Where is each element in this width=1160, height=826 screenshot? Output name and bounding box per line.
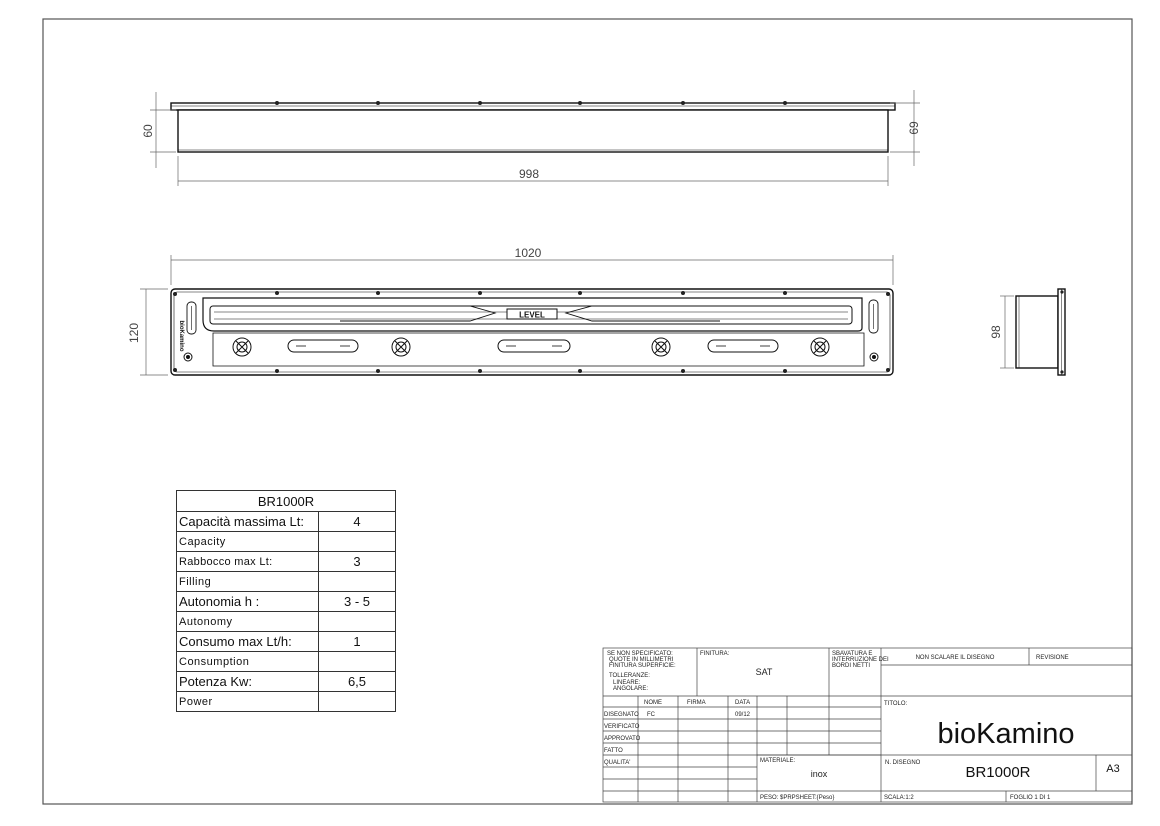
spec-label: Consumo max Lt/h:	[177, 632, 319, 652]
dim-height-right: 69	[907, 121, 921, 135]
spec-sublabel: Power	[177, 692, 319, 712]
spec-sublabel: Autonomy	[177, 612, 319, 632]
spec-sublabel: Consumption	[177, 652, 319, 672]
spec-value: 1	[319, 632, 396, 652]
col-data: DATA	[735, 700, 751, 706]
finitura-label: FINITURA:	[700, 651, 730, 657]
spec-value: 4	[319, 512, 396, 532]
sbavatura-note-0: SBAVATURA E	[832, 651, 873, 657]
n-disegno-value: BR1000R	[965, 764, 1031, 781]
row-verificato: VERIFICATO	[604, 724, 640, 730]
disegnato-data: 09/12	[735, 712, 751, 718]
spec-label: Potenza Kw:	[177, 672, 319, 692]
dim-length-1020: 1020	[514, 246, 542, 260]
company-name: bioKamino	[937, 718, 1075, 750]
col-nome: NOME	[644, 700, 662, 706]
spec-label: Autonomia h :	[177, 592, 319, 612]
materiale-label: MATERIALE:	[760, 758, 796, 764]
spec-subrow	[177, 532, 396, 552]
revisione-label: REVISIONE	[1036, 655, 1069, 661]
front-view	[171, 101, 895, 152]
spec-subrow	[177, 692, 396, 712]
spec-value: 6,5	[319, 672, 396, 692]
peso-label: PESO: $PRPSHEET:{Peso}	[760, 795, 835, 801]
brand-stamp: bioKamino	[178, 320, 184, 352]
spec-table	[176, 490, 396, 712]
tolerance-note-3: TOLLERANZE:	[609, 673, 650, 679]
plan-view	[171, 289, 893, 375]
sbavatura-note-2: BORDI NETTI	[832, 663, 871, 669]
scala-label: SCALA:1:2	[884, 795, 914, 801]
spec-subrow	[177, 572, 396, 592]
side-view	[1016, 289, 1065, 375]
spec-value: 3	[319, 552, 396, 572]
level-label: LEVEL	[519, 310, 545, 320]
row-fatto: FATTO	[604, 748, 623, 754]
dim-length-998: 998	[518, 167, 540, 181]
spec-row	[177, 632, 396, 652]
spec-row	[177, 512, 396, 532]
spec-label: Rabbocco max Lt:	[177, 552, 319, 572]
spec-subrow	[177, 612, 396, 632]
tolerance-note-2: FINITURA SUPERFICIE:	[609, 663, 676, 669]
titolo-label: TITOLO:	[884, 701, 908, 707]
formato-value: A3	[1106, 763, 1120, 775]
col-firma: FIRMA	[687, 700, 706, 706]
tolerance-note-1: QUOTE IN MILLIMETRI	[609, 657, 674, 663]
sbavatura-note-1: INTERRUZIONE DEI	[832, 657, 889, 663]
spec-sublabel: Capacity	[177, 532, 319, 552]
spec-sublabel: Filling	[177, 572, 319, 592]
spec-row	[177, 552, 396, 572]
row-approvato: APPROVATO	[604, 736, 641, 742]
tolerance-note-0: SE NON SPECIFICATO:	[607, 651, 673, 657]
spec-subrow	[177, 652, 396, 672]
dim-height-left: 60	[141, 124, 155, 138]
title-block	[603, 648, 1132, 802]
disegnato-nome: FC	[647, 712, 655, 718]
dim-width-120: 120	[127, 322, 141, 344]
spec-row	[177, 672, 396, 692]
spec-title-row	[177, 491, 396, 512]
n-disegno-label: N. DISEGNO	[885, 760, 921, 766]
foglio-label: FOGLIO 1 DI 1	[1010, 795, 1051, 801]
tolerance-note-4: LINEARE:	[613, 680, 641, 686]
materiale-value: inox	[810, 769, 828, 779]
row-disegnato: DISEGNATO	[604, 712, 639, 718]
finitura-value: SAT	[755, 667, 773, 677]
dim-depth-98: 98	[989, 325, 1003, 339]
spec-label: Capacità massima Lt:	[177, 512, 319, 532]
no-scale-note: NON SCALARE IL DISEGNO	[915, 655, 995, 661]
spec-title: BR1000R	[177, 491, 396, 512]
row-qualita: QUALITA'	[604, 760, 631, 766]
spec-value: 3 - 5	[319, 592, 396, 612]
tolerance-note-5: ANGOLARE:	[613, 686, 649, 692]
spec-row	[177, 592, 396, 612]
